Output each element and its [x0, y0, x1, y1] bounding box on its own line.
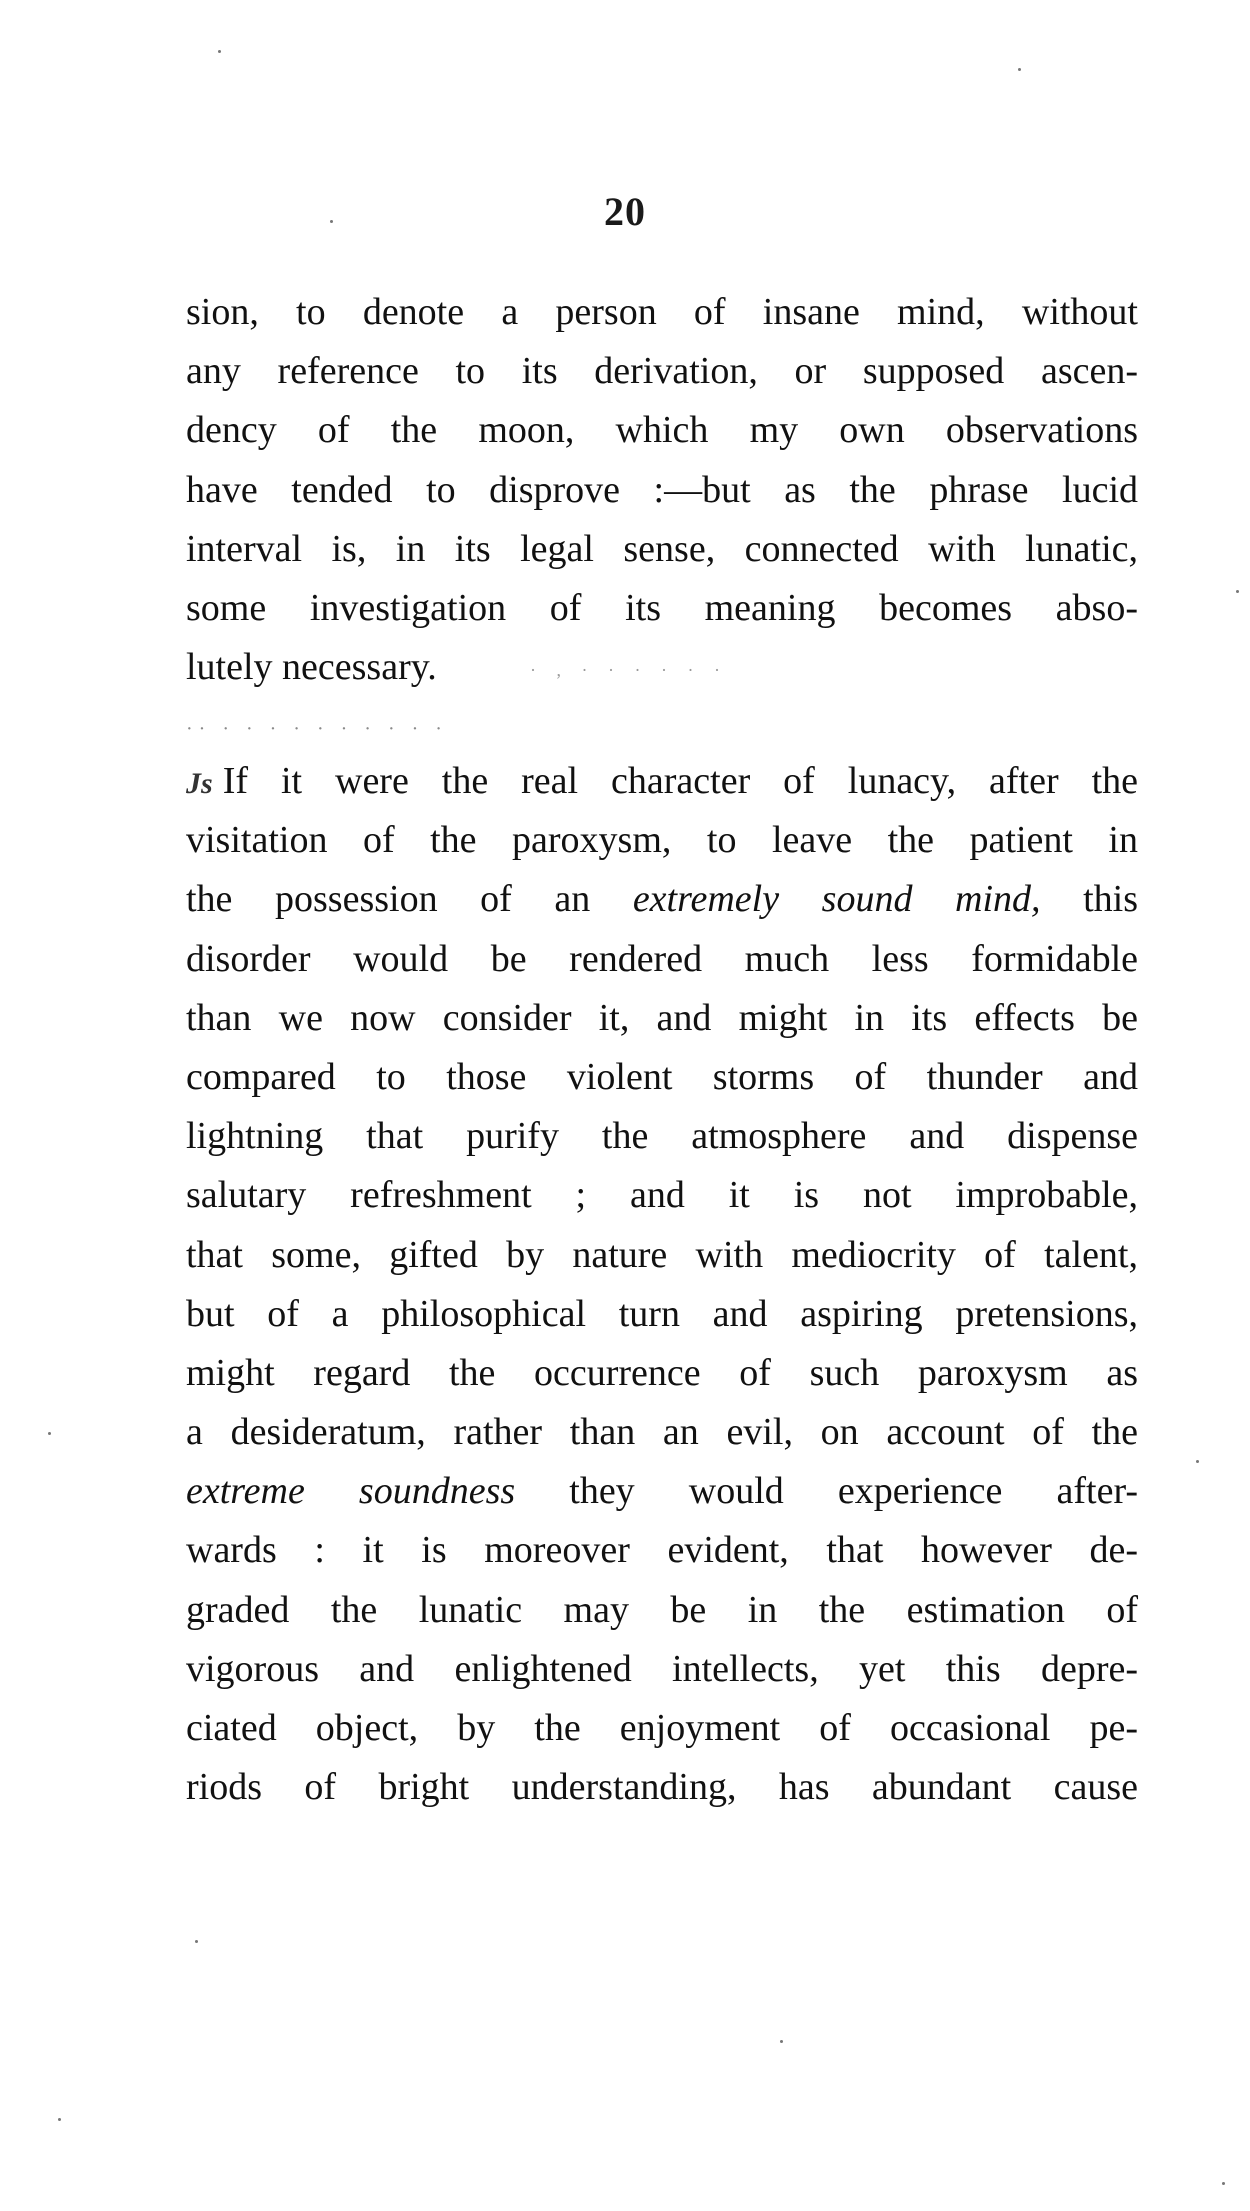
text-line: than we now consider it, and might in its effects be [186, 996, 1138, 1039]
emphasis: extremely sound mind, [632, 878, 1041, 921]
text-line: lutely necessary. [186, 646, 437, 689]
show-through-smudge: ·· · · · · · · · · · · [186, 718, 448, 740]
text-line: vigorous and enlightened intellects, yet this depre- [186, 1647, 1138, 1690]
emphasis: extreme soundness [186, 1470, 516, 1513]
text-line: riods of bright understanding, has abundant cause [186, 1766, 1138, 1809]
text-line: that some, gifted by nature with mediocrity of talent, [186, 1233, 1138, 1276]
paper-speck [330, 220, 333, 223]
margin-mark: Js [186, 767, 213, 800]
text-line: any reference to its derivation, or supposed ascen- [186, 350, 1138, 393]
text-line: compared to those violent storms of thunder and [186, 1055, 1138, 1098]
text-line: ciated object, by the enjoyment of occasional pe- [186, 1707, 1138, 1749]
paper-speck [218, 50, 221, 53]
text-line: salutary refreshment ; and it is not improbable, [186, 1174, 1138, 1217]
text-line: lightning that purify the atmosphere and dispense [186, 1115, 1138, 1158]
paper-speck [1018, 68, 1021, 71]
text-line: some investigation of its meaning becomes abso- [186, 586, 1138, 629]
paper-speck [58, 2118, 61, 2121]
paper-speck [1222, 2182, 1225, 2185]
text-line: but of a philosophical turn and aspiring pretensions, [186, 1292, 1138, 1335]
paper-speck [1236, 590, 1239, 593]
text-line: sion, to denote a person of insane mind, without [186, 291, 1138, 333]
text-line: visitation of the paroxysm, to leave the patient in [186, 819, 1138, 862]
text-line: Js If it were the real character of lunacy, after the [186, 760, 1138, 802]
text-line: wards : it is moreover evident, that however de- [186, 1529, 1138, 1572]
paper-speck [1196, 1460, 1199, 1463]
paper-speck [195, 1940, 198, 1943]
text-line: extreme soundness they would experience after- [186, 1470, 1138, 1513]
text-line: dency of the moon, which my own observations [186, 409, 1138, 452]
paper-speck [780, 2040, 783, 2043]
page-number: 20 [604, 189, 646, 234]
paragraph-1 [186, 283, 1138, 697]
text-line: graded the lunatic may be in the estimation of [186, 1588, 1138, 1631]
text-line: disorder would be rendered much less formidable [186, 937, 1138, 980]
text-line: have tended to disprove :—but as the phrase lucid [186, 468, 1138, 511]
show-through-smudge: · , · · · · · · [530, 660, 728, 680]
paper-speck [48, 1432, 51, 1435]
paragraph-2 [186, 752, 1138, 1817]
text-line: interval is, in its legal sense, connected with lunatic, [186, 527, 1138, 570]
text-line: might regard the occurrence of such paroxysm as [186, 1351, 1138, 1394]
text-line: the possession of an extremely sound mind, this [186, 878, 1138, 921]
text-line: a desideratum, rather than an evil, on account of the [186, 1411, 1138, 1454]
